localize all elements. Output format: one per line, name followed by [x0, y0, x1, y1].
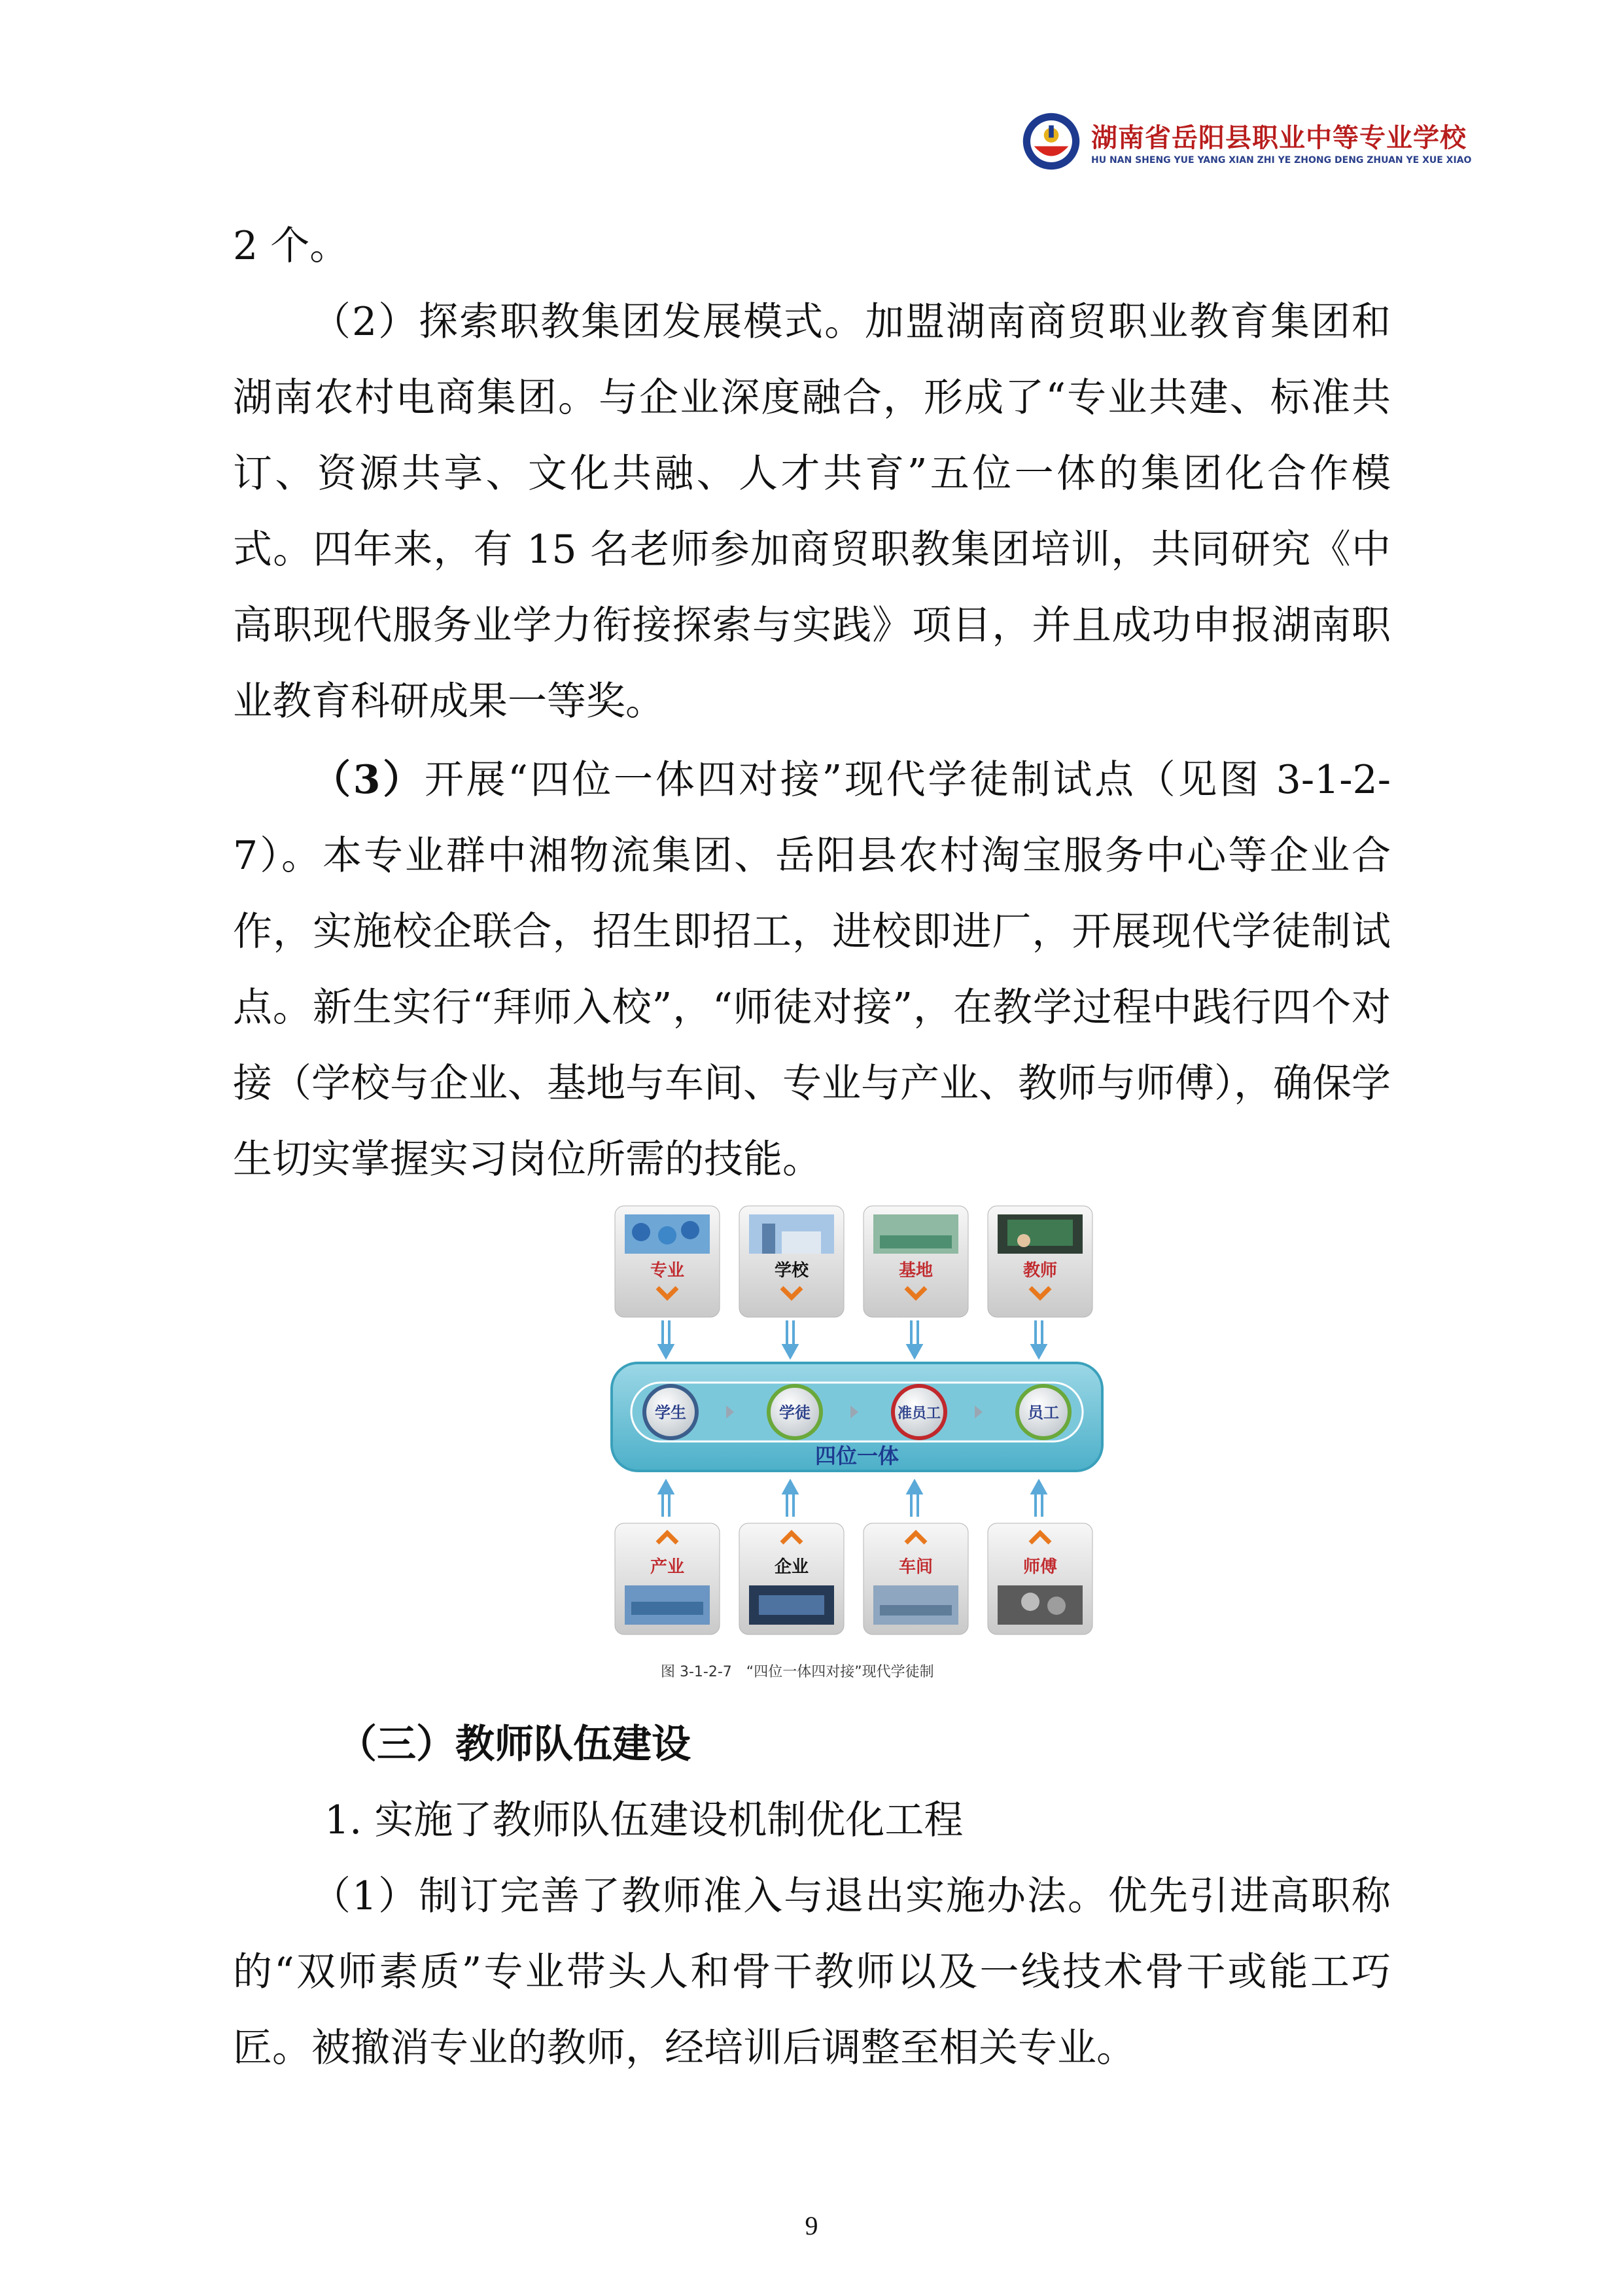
middle-label-2: 学徒: [779, 1404, 811, 1422]
school-name: 湖南省岳阳县职业中等专业学校: [1091, 123, 1467, 153]
bottom-label-2: 企业: [774, 1557, 809, 1577]
paragraph-3-number: （3）: [311, 757, 425, 803]
list-item-1: 1. 实施了教师队伍建设机制优化工程: [324, 1797, 964, 1843]
top-label-3: 基地: [898, 1261, 934, 1280]
paragraph-3-body: 开展“四位一体四对接”现代学徒制试点（见图 3-1-2-7）。本专业群中湘物流集团、岳阳县农村淘宝服务中心等企业合作，实施校企联合，招生即招工，进校即进厂，开展现代学徒制试点。新生实行“拜师入校”，“师徒对接”，在教学过程中践行四个对接（学校与企业、基地与车间、专业与产业、教师与师傅），确保学生切实掌握实习岗位所需的技能。: [233, 757, 1391, 1182]
school-emblem-icon: [1021, 111, 1082, 172]
band-title: 四位一体: [814, 1443, 899, 1468]
bottom-box-2: [739, 1523, 844, 1634]
bottom-label-4: 师傅: [1022, 1557, 1058, 1577]
middle-label-4: 员工: [1028, 1404, 1059, 1422]
bottom-box-4: [988, 1523, 1092, 1634]
figure-caption: 图 3-1-2-7 “四位一体四对接”现代学徒制: [661, 1664, 934, 1680]
page-number: 9: [805, 2211, 818, 2240]
school-name-pinyin: HU NAN SHENG YUE YANG XIAN ZHI YE ZHONG DENG ZHUAN YE XUE XIAO: [1091, 155, 1472, 166]
top-label-2: 学校: [774, 1261, 809, 1280]
header-logo: [1021, 108, 1472, 180]
paragraph-3: [233, 742, 1391, 1197]
middle-label-3: 准员工: [897, 1405, 941, 1422]
section-heading: （三）教师队伍建设: [338, 1722, 691, 1767]
bottom-label-1: 产业: [650, 1557, 685, 1577]
paragraph-2: （2）探索职教集团发展模式。加盟湖南商贸职业教育集团和湖南农村电商集团。与企业深度融合，形成了“专业共建、标准共订、资源共享、文化共融、人才共育”五位一体的集团化合作模式。四年来，有 15 名老师参加商贸职教集团培训，共同研究《中高职现代服务业学力衔接探索与实践》项目，并且成功申报湖南职业教育科研成果一等奖。: [233, 299, 1391, 724]
down-arrows: [659, 1320, 1045, 1357]
text-line: 2 个。: [233, 223, 349, 269]
top-label-4: 教师: [1022, 1261, 1058, 1280]
top-label-1: 专业: [650, 1261, 685, 1280]
up-arrows: [659, 1481, 1045, 1517]
bottom-label-3: 车间: [898, 1557, 934, 1577]
bottom-box-1: [615, 1523, 720, 1634]
middle-label-1: 学生: [655, 1404, 686, 1422]
bottom-box-3: [864, 1523, 968, 1634]
paragraph-4: （1）制订完善了教师准入与退出实施办法。优先引进高职称的“双师素质”专业带头人和骨干教师以及一线技术骨干或能工巧匠。被撤消专业的教师，经培训后调整至相关专业。: [233, 1873, 1391, 2071]
apprenticeship-diagram: [605, 1203, 1109, 1641]
